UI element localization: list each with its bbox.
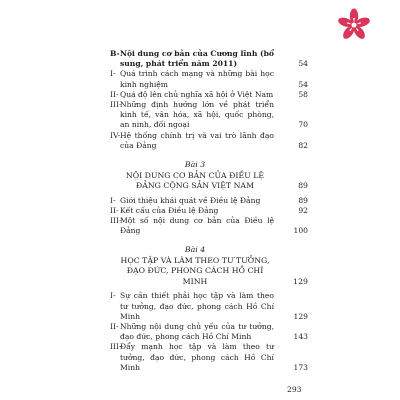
entry-title: Giới thiệu khái quát về Điều lệ Đảng	[120, 195, 261, 205]
entry-number: I-	[110, 195, 116, 205]
entry-title: Sự cần thiết phải học tập và làm theo tư tưởng, đạo đức, phong cách Hồ Chí Minh	[120, 291, 274, 321]
toc-entry-section-b[interactable]	[110, 49, 308, 69]
entry-page: 100	[293, 226, 308, 236]
entry-page: 129	[293, 311, 308, 321]
chapter-label: Bài 4	[184, 245, 206, 255]
entry-page: 54	[298, 79, 308, 89]
toc-entry[interactable]	[110, 216, 308, 236]
entry-number: B-	[110, 49, 120, 58]
entry-title: Một số nội dung cơ bản của Điều lệ Đảng	[120, 215, 274, 236]
chapter-page: 129	[293, 276, 308, 286]
entry-title: Nội dung cơ bản của Cương lĩnh (bổ sung, phát triển năm 2011)	[120, 49, 274, 69]
entry-number: III-	[110, 342, 122, 352]
entry-page: 92	[298, 205, 308, 215]
entry-number: IV-	[110, 130, 121, 140]
chapter-title-line: HỌC TẬP VÀ LÀM THEO TƯ TƯỞNG,	[120, 255, 270, 265]
entry-page: 143	[293, 332, 308, 342]
chapter-title-line: NỘI DUNG CƠ BẢN CỦA ĐIỀU LỆ	[125, 170, 265, 180]
entry-number: II-	[110, 89, 119, 99]
entry-number: I-	[110, 69, 116, 79]
entry-page: 82	[298, 140, 308, 150]
entry-page: 54	[298, 59, 308, 69]
entry-number: II-	[110, 321, 119, 331]
toc-entry[interactable]	[110, 291, 308, 322]
toc-entry[interactable]	[110, 131, 308, 151]
toc-entry[interactable]	[110, 206, 308, 216]
chapter-heading-bai-3[interactable]	[116, 160, 308, 192]
entry-title: Quá độ lên chủ nghĩa xã hội ở Việt Nam	[120, 89, 274, 99]
entry-title: Quá trình cách mạng và những bài học kinh nghiệm	[120, 69, 274, 89]
toc-entry[interactable]	[110, 342, 308, 373]
entry-title: Những định hướng lớn về phát triển kinh tế, văn hóa, xã hội, quốc phòng, an ninh, đối ngoại	[120, 100, 274, 130]
toc-entry[interactable]	[110, 196, 308, 206]
entry-title: Những nội dung chủ yếu của tư tưởng, đạo đức, phong cách Hồ Chí Minh	[120, 321, 274, 342]
chapter-label: Bài 3	[184, 160, 206, 170]
chapter-page: 89	[298, 181, 308, 191]
entry-page: 58	[298, 89, 308, 99]
toc-entry[interactable]	[110, 100, 308, 131]
entry-number: II-	[110, 205, 119, 215]
entry-page: 89	[298, 195, 308, 205]
entry-number: III-	[110, 215, 122, 225]
toc-entry[interactable]	[110, 322, 308, 342]
entry-title: Hệ thống chính trị và vai trò lãnh đạo của Đảng	[120, 130, 274, 150]
entry-title: Đẩy mạnh học tập và làm theo tư tưởng, đạo đức, phong cách Hồ Chí Minh	[120, 342, 274, 372]
table-of-contents	[110, 49, 308, 373]
entry-title: Kết cấu của Điều lệ Đảng	[120, 205, 219, 215]
toc-entry[interactable]	[110, 90, 308, 100]
toc-entry[interactable]	[110, 69, 308, 89]
entry-page: 70	[298, 120, 308, 130]
entry-number: I-	[110, 291, 116, 301]
chapter-title-line: ĐẢNG CỘNG SẢN VIỆT NAM	[135, 181, 255, 191]
page-number: 293	[287, 385, 302, 394]
chapter-heading-bai-4[interactable]	[116, 245, 308, 287]
entry-number: III-	[110, 100, 122, 110]
flower-emblem-icon	[337, 8, 371, 42]
chapter-title-line: ĐẠO ĐỨC, PHONG CÁCH HỒ CHÍ MINH	[126, 266, 264, 286]
entry-page: 173	[293, 362, 308, 372]
